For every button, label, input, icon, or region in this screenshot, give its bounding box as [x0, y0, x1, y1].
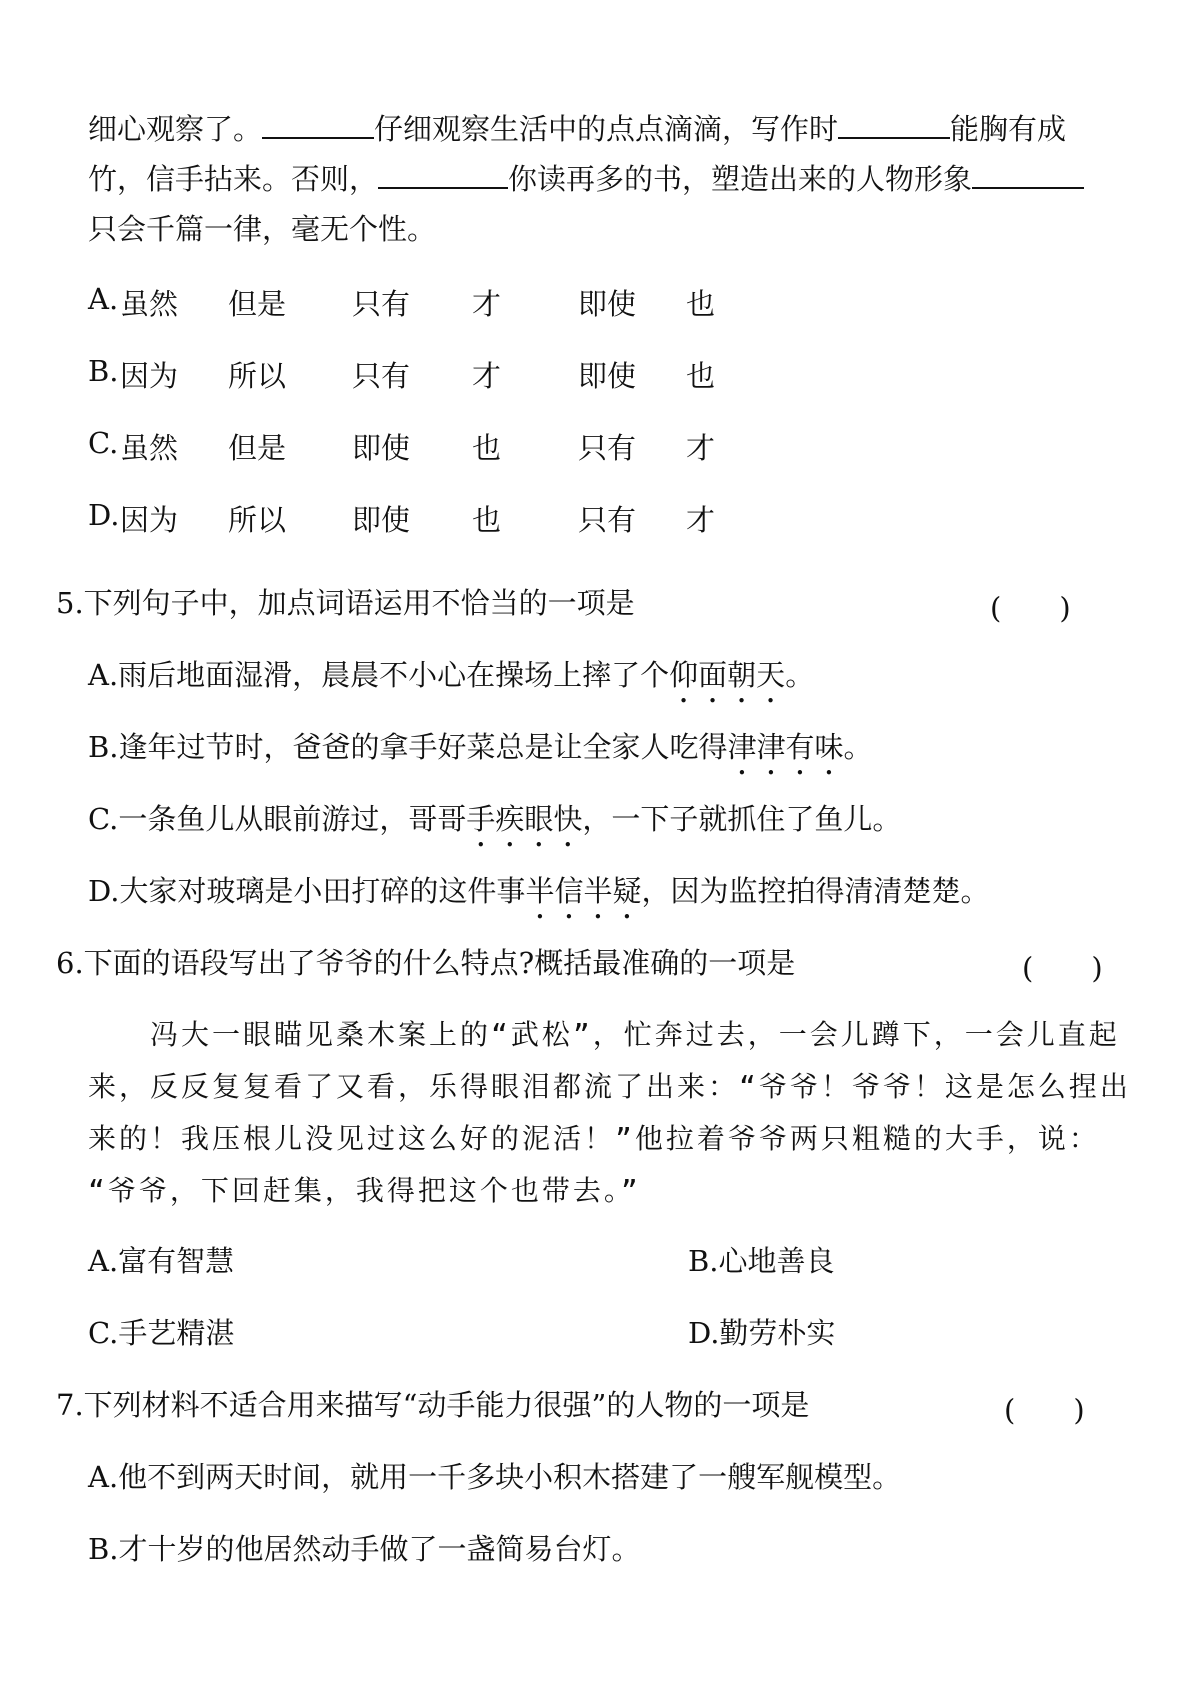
- option-word: 虽然: [120, 287, 179, 321]
- option-word: 即使: [578, 359, 637, 393]
- option-word: 但是: [228, 287, 287, 321]
- fill-blank-1[interactable]: [262, 136, 374, 139]
- dotted-phrase: 手疾眼快: [466, 802, 583, 836]
- q7-option-b[interactable]: B.才十岁的他居然动手做了一盏简易台灯。: [88, 1532, 641, 1566]
- option-word: 才: [472, 287, 502, 321]
- q5-stem: 5.下列句子中，加点词语运用不恰当的一项是: [56, 586, 635, 620]
- option-word: 才: [686, 503, 716, 537]
- passage-text: 竹，信手拈来。否则，: [88, 162, 379, 196]
- option-word: 只有: [578, 503, 637, 537]
- passage-line-2: [88, 162, 1084, 197]
- option-word: 才: [686, 431, 716, 465]
- q6-passage-line-1: 冯大一眼瞄见桑木案上的“武松”，忙奔过去，一会儿蹲下，一会儿直起: [88, 1018, 1120, 1051]
- passage-text: 仔细观察生活中的点点滴滴，写作时: [374, 112, 839, 146]
- q6-option-b[interactable]: B.心地善良: [688, 1244, 835, 1278]
- option-word: 也: [686, 287, 716, 321]
- passage-text: 细心观察了。: [88, 112, 263, 146]
- option-letter: B.: [88, 354, 119, 388]
- q6-stem: 6.下面的语段写出了爷爷的什么特点?概括最准确的一项是: [56, 946, 796, 980]
- option-letter: C.: [88, 426, 119, 460]
- passage-line-1: [88, 112, 1066, 147]
- option-word: 即使: [578, 287, 637, 321]
- q7-option-a[interactable]: A.他不到两天时间，就用一千多块小积木搭建了一艘军舰模型。: [88, 1460, 902, 1494]
- option-word: 才: [472, 359, 502, 393]
- q6-passage-line-4: “爷爷，下回赶集，我得把这个也带去。”: [88, 1174, 641, 1207]
- q5-option-a[interactable]: [88, 658, 814, 710]
- option-text: ，一下子就抓住了鱼儿。: [582, 802, 902, 836]
- q6-option-a[interactable]: A.富有智慧: [88, 1244, 235, 1278]
- fill-blank-2[interactable]: [838, 136, 950, 139]
- option-text: 。: [843, 730, 873, 764]
- option-text: C.一条鱼儿从眼前游过，哥哥: [88, 802, 467, 836]
- option-word: 因为: [120, 503, 179, 537]
- q6-answer-paren[interactable]: ( ): [1022, 951, 1103, 985]
- option-word: 只有: [352, 287, 411, 321]
- q6-option-d[interactable]: D.勤劳朴实: [688, 1316, 836, 1350]
- option-word: 也: [686, 359, 716, 393]
- option-text: A.雨后地面湿滑，晨晨不小心在操场上摔了个: [88, 658, 670, 692]
- passage-text: 你读再多的书，塑造出来的人物形象: [508, 162, 973, 196]
- dotted-phrase: 半信半疑: [525, 874, 642, 908]
- passage-text: 只会千篇一律，毫无个性。: [88, 212, 437, 246]
- dotted-phrase: 津津有味: [727, 730, 844, 764]
- option-text: 。: [785, 658, 815, 692]
- q6-passage-line-2: 来，反反复复看了又看，乐得眼泪都流了出来：“爷爷！爷爷！这是怎么捏出: [88, 1070, 1131, 1103]
- q5-option-c[interactable]: [88, 802, 901, 854]
- option-word: 只有: [352, 359, 411, 393]
- fill-blank-4[interactable]: [972, 186, 1084, 189]
- q5-answer-paren[interactable]: ( ): [990, 591, 1071, 625]
- option-word: 所以: [228, 359, 287, 393]
- option-text: D.大家对玻璃是小田打碎的这件事: [88, 874, 526, 908]
- q7-stem: 7.下列材料不适合用来描写“动手能力很强”的人物的一项是: [56, 1388, 810, 1422]
- q5-option-d[interactable]: [88, 874, 989, 926]
- passage-text: 能胸有成: [950, 112, 1067, 146]
- option-word: 虽然: [120, 431, 179, 465]
- option-word: 所以: [228, 503, 287, 537]
- option-word: 只有: [578, 431, 637, 465]
- option-text: ，因为监控拍得清清楚楚。: [641, 874, 990, 908]
- option-letter: D.: [88, 498, 120, 532]
- q6-passage-line-3: 来的！我压根儿没见过这么好的泥活！”他拉着爷爷两只粗糙的大手，说：: [88, 1122, 1100, 1155]
- option-word: 但是: [228, 431, 287, 465]
- q7-answer-paren[interactable]: ( ): [1004, 1393, 1085, 1427]
- option-letter: A.: [88, 282, 119, 316]
- fill-blank-3[interactable]: [378, 186, 508, 189]
- q6-option-c[interactable]: C.手艺精湛: [88, 1316, 235, 1350]
- q5-option-b[interactable]: [88, 730, 873, 782]
- option-word: 因为: [120, 359, 179, 393]
- option-word: 也: [472, 431, 502, 465]
- option-word: 也: [472, 503, 502, 537]
- option-word: 即使: [352, 431, 411, 465]
- passage-line-3: [88, 212, 436, 247]
- option-word: 即使: [352, 503, 411, 537]
- dotted-phrase: 仰面朝天: [669, 658, 786, 692]
- option-text: B.逢年过节时，爸爸的拿手好菜总是让全家人吃得: [88, 730, 728, 764]
